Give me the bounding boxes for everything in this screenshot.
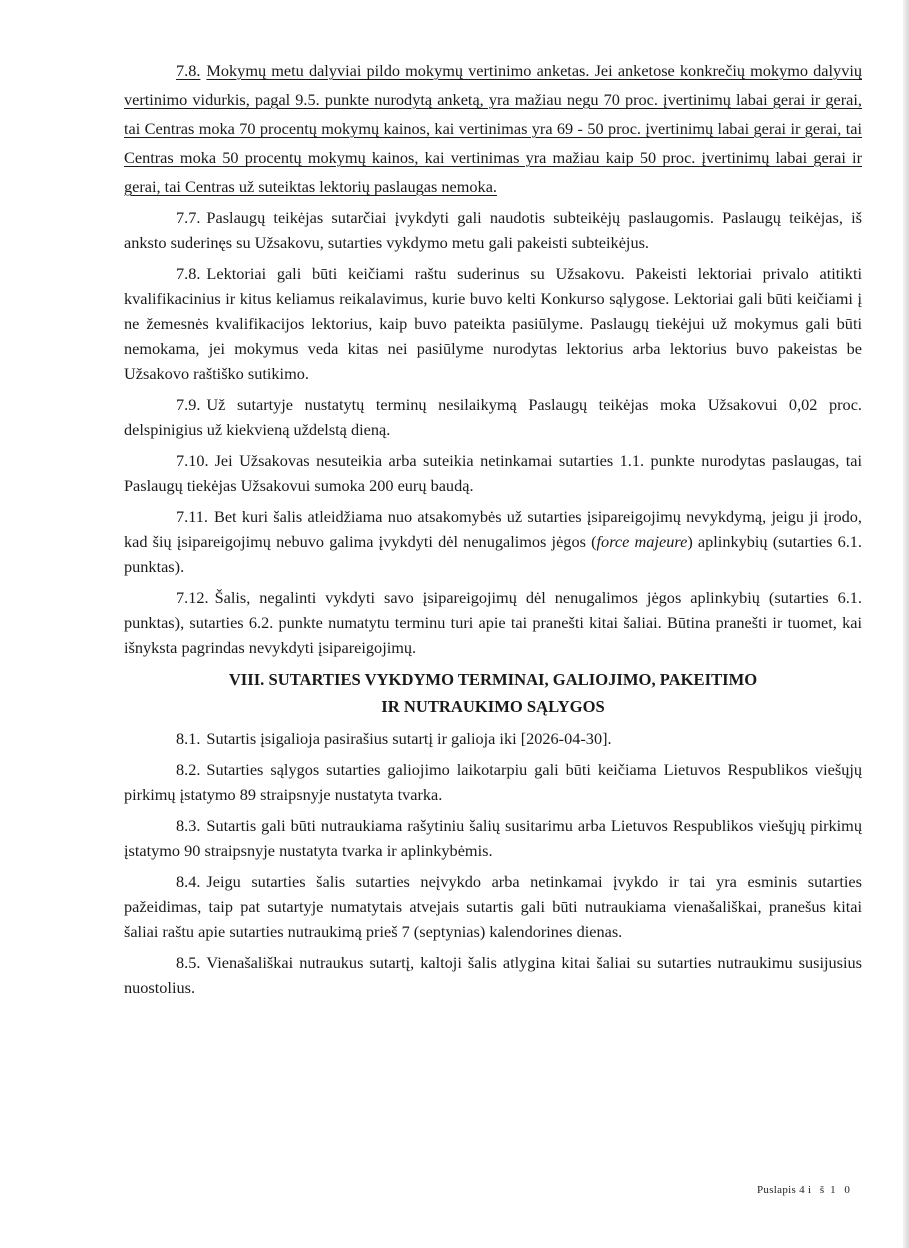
paragraph-number: 8.2.	[176, 760, 201, 779]
paragraph-7-11	[124, 504, 862, 579]
paragraph-number: 7.9.	[176, 395, 201, 414]
document-body	[124, 56, 862, 1006]
footer-total-pages: 1 0	[830, 1184, 853, 1196]
paragraph-text: Sutarties sąlygos sutarties galiojimo laikotarpiu gali būti keičiama Lietuvos Respublikos viešųjų pirkimų įstatymo 89 straipsnyje nustatyta tvarka.	[124, 760, 862, 804]
paragraph-text: Vienašališkai nutraukus sutartį, kaltoji šalis atlygina kitai šaliai su sutarties nutraukimu susijusius nuostolius.	[124, 953, 862, 997]
paragraph-number: 7.7.	[176, 208, 201, 227]
paragraph-number: 7.8.	[176, 264, 201, 283]
paragraph-7-8	[124, 261, 862, 386]
paragraph-text-after: ) aplinkybių (sutarties 6.1. punktas).	[124, 532, 863, 576]
section-heading-line-2: IR NUTRAUKIMO SĄLYGOS	[381, 697, 605, 716]
paragraph-text: Už sutartyje nustatytų terminų nesilaikymą Paslaugų teikėjas moka Užsakovui 0,02 proc. delspinigius už kiekvieną uždelstą dieną.	[124, 395, 862, 439]
paragraph-number: 7.8.	[176, 61, 201, 80]
paragraph-7-7	[124, 205, 862, 255]
page-edge	[903, 0, 909, 1248]
section-heading	[124, 666, 862, 720]
paragraph-text: Sutartis įsigalioja pasirašius sutartį ir galioja iki [2026-04-30].	[206, 729, 612, 748]
paragraph-8-1	[124, 726, 862, 751]
page-footer	[757, 1184, 853, 1196]
paragraph-number: 8.4.	[176, 872, 201, 891]
paragraph-number: 7.12.	[176, 588, 209, 607]
paragraph-number: 8.5.	[176, 953, 201, 972]
paragraph-text: Lektoriai gali būti keičiami raštu suderinus su Užsakovu. Pakeisti lektoriai privalo atitikti kvalifikacinius ir kitus keliamus reikalavimus, kurie buvo kelti Konkurso sąlygose. Lektoriai gali būti keičiami į ne žemesnės kvalifikacijos lektorius, kaip buvo pateikta pasiūlyme. Paslaugų tiekėjui už mokymus gali būti nemokama, jei mokymus veda kitas nei pasiūlyme nurodytas lektorius arba lektorius buvo pakeistas be Užsakovo raštiško sutikimo.	[124, 264, 862, 383]
paragraph-8-5	[124, 950, 862, 1000]
paragraph-text-italic: force majeure	[596, 532, 688, 551]
paragraph-8-2	[124, 757, 862, 807]
paragraph-number: 7.10.	[176, 451, 209, 470]
paragraph-7-8-underlined	[124, 56, 862, 201]
paragraph-text: Paslaugų teikėjas sutarčiai įvykdyti gali naudotis subteikėjų paslaugomis. Paslaugų teikėjas, iš anksto suderinęs su Užsakovu, sutarties vykdymo metu gali pakeisti subteikėjus.	[124, 208, 862, 252]
paragraph-text: Sutartis gali būti nutraukiama rašytiniu šalių susitarimu arba Lietuvos Respublikos viešųjų pirkimų įstatymo 90 straipsnyje nustatyta tvarka ir aplinkybėmis.	[124, 816, 862, 860]
paragraph-text: Šalis, negalinti vykdyti savo įsipareigojimų dėl nenugalimos jėgos aplinkybių (sutarties 6.1. punktas), sutarties 6.2. punkte numatytu terminu turi apie tai pranešti kitai šaliai. Būtina pranešti ir tuomet, kai išnyksta pagrindas nevykdyti įsipareigojimų.	[124, 588, 862, 657]
paragraph-7-10	[124, 448, 862, 498]
paragraph-number: 7.11.	[176, 507, 208, 526]
paragraph-7-12	[124, 585, 862, 660]
paragraph-7-9	[124, 392, 862, 442]
paragraph-8-3	[124, 813, 862, 863]
paragraph-text-before: Bet kuri šalis atleidžiama nuo atsakomybės už sutarties įsipareigojimų nevykdymą, jeigu ji įrodo, kad šių įsipareigojimų nebuvo galima įvykdyti dėl nenugalimos jėgos (	[124, 507, 862, 551]
paragraph-text: Mokymų metu dalyviai pildo mokymų vertinimo anketas. Jei anketose konkrečių mokymo dalyvių vertinimo vidurkis, pagal 9.5. punkte nurodytą anketą, yra mažiau negu 70 proc. įvertinimų labai gerai ir gerai, tai Centras moka 70 procentų mokymų kainos, kai vertinimas yra 69 - 50 proc. įvertinimų labai gerai ir gerai, tai Centras moka 50 procentų mokymų kainos, kai vertinimas yra mažiau kaip 50 proc. įvertinimų labai gerai ir gerai, tai Centras už suteiktas lektorių paslaugas nemoka.	[124, 61, 862, 196]
paragraph-text: Jeigu sutarties šalis sutarties neįvykdo arba netinkamai įvykdo ir tai yra esminis sutarties pažeidimas, taip pat sutartyje numatytais atvejais sutartis gali būti nutraukiama vienašališkai, pranešus kitai šaliai raštu apie sutarties nutraukimą prieš 7 (septynias) kalendorines dienas.	[124, 872, 862, 941]
section-heading-line-1: VIII. SUTARTIES VYKDYMO TERMINAI, GALIOJIMO, PAKEITIMO	[228, 670, 758, 689]
footer-of: i š	[808, 1184, 828, 1196]
footer-current-page: 4	[799, 1184, 805, 1196]
paragraph-text: Jei Užsakovas nesuteikia arba suteikia netinkamai sutarties 1.1. punkte nurodytas paslaugas, tai Paslaugų tiekėjas Užsakovui sumoka 200 eurų baudą.	[124, 451, 862, 495]
paragraph-number: 8.3.	[176, 816, 201, 835]
footer-label: Puslapis	[757, 1184, 797, 1196]
paragraph-8-4	[124, 869, 862, 944]
paragraph-number: 8.1.	[176, 729, 201, 748]
